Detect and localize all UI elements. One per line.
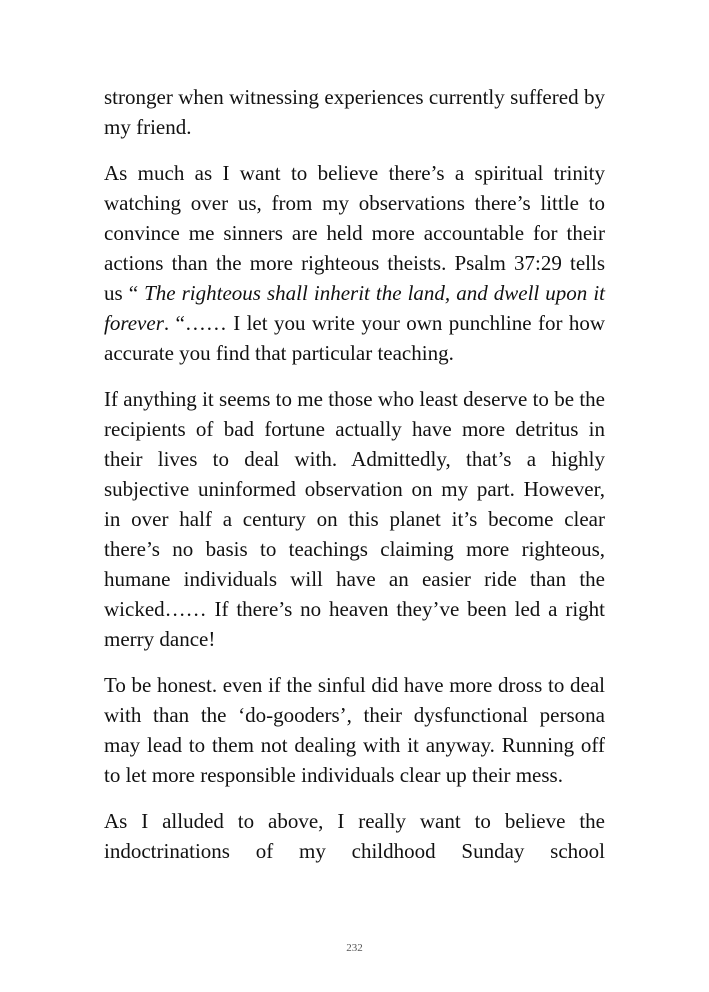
paragraph-2-intro: As much as I want to believe there’s a spiritual trinity watching over us, from my observations there’s little to convince me sinners are held more accountable for their actions than the more righteous theists. Psalm 37:29 tells us “	[104, 161, 605, 305]
psalm-quote: The righteous shall inherit the land, and dwell upon it forever	[104, 281, 606, 335]
paragraph-3: If anything it seems to me those who least deserve to be the recipients of bad fortune actually have more detritus in their lives to deal with. Admittedly, that’s a highly subjective uninformed observation on my part. However, in over half a century on this planet it’s become clear there’s no basis to teachings claiming more righteous, humane individuals will have an easier ride than the wicked…… If there’s no heaven they’ve been led a right merry dance!	[104, 387, 605, 651]
paragraph-2	[104, 158, 605, 368]
paragraph-2-outro: . “…… I let you write your own punchline for how accurate you find that particular teaching.	[104, 311, 605, 365]
body-text	[104, 82, 605, 866]
paragraph-5: As I alluded to above, I really want to believe the indoctrinations of my childhood Sunday school	[104, 809, 605, 863]
paragraph-4: To be honest. even if the sinful did have more dross to deal with than the ‘do-gooders’, their dysfunctional persona may lead to them not dealing with it anyway. Running off to let more responsible individuals clear up their mess.	[104, 673, 605, 787]
paragraph-1: stronger when witnessing experiences currently suffered by my friend.	[104, 85, 605, 139]
page-number: 232	[346, 942, 363, 954]
